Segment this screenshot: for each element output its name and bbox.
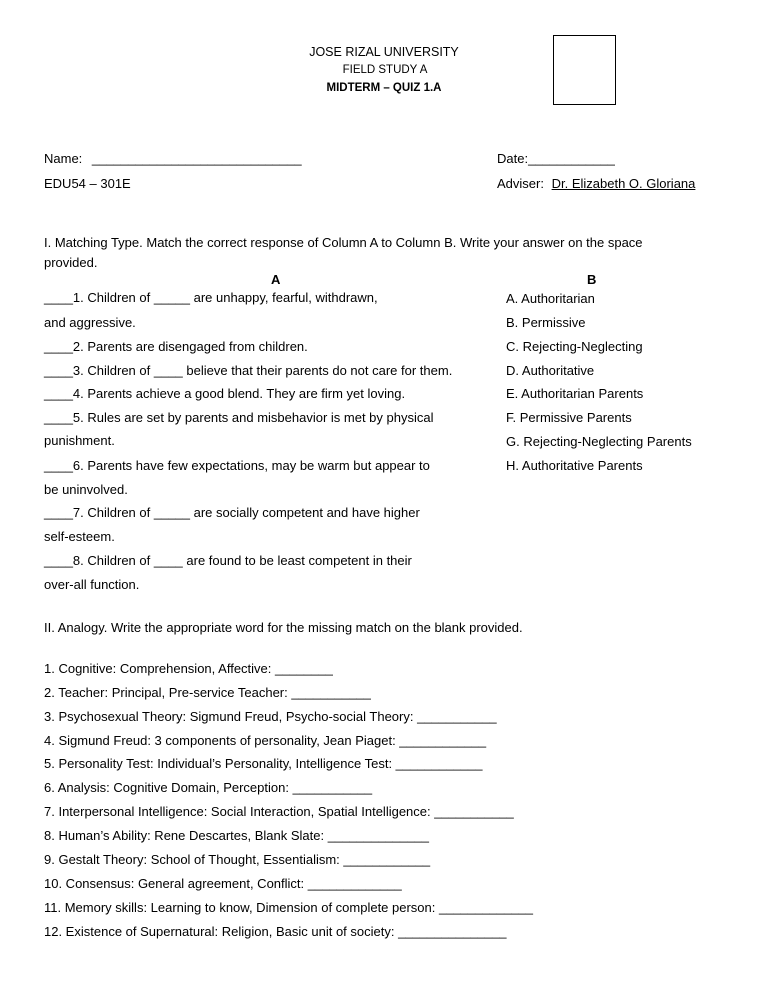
name-blank[interactable]: _____________________________	[91, 151, 302, 166]
section-code: EDU54 – 301E	[44, 176, 131, 191]
university-name: JOSE RIZAL UNIVERSITY	[309, 45, 459, 59]
column-a-heading: A	[271, 272, 281, 287]
date-label: Date:	[497, 151, 529, 166]
column-a-line: ____3. Children of ____ believe that their parents do not care for them.	[44, 363, 453, 378]
part1-instruction-line1: I. Matching Type. Match the correct response of Column A to Column B. Write your answer on the space	[44, 235, 643, 250]
column-a-line: ____5. Rules are set by parents and misbehavior is met by physical	[44, 410, 434, 425]
analogy-item: 2. Teacher: Principal, Pre-service Teacher: ___________	[44, 685, 371, 700]
analogy-item: 1. Cognitive: Comprehension, Affective: ________	[44, 661, 333, 676]
column-a-line: ____4. Parents achieve a good blend. They are firm yet loving.	[44, 386, 406, 401]
analogy-item: 6. Analysis: Cognitive Domain, Perception: ___________	[44, 780, 373, 795]
analogy-item: 12. Existence of Supernatural: Religion, Basic unit of society: _______________	[44, 924, 507, 939]
column-b-item: B. Permissive	[506, 315, 586, 330]
part1-instruction-line2: provided.	[44, 255, 98, 270]
column-a-line: ____1. Children of _____ are unhappy, fearful, withdrawn,	[44, 290, 378, 305]
quiz-title: MIDTERM – QUIZ 1.A	[326, 82, 442, 94]
analogy-item: 10. Consensus: General agreement, Conflict: _____________	[44, 876, 402, 891]
analogy-item: 3. Psychosexual Theory: Sigmund Freud, Psycho-social Theory: ___________	[44, 709, 497, 724]
column-b-item: F. Permissive Parents	[506, 410, 632, 425]
date-blank[interactable]: ____________	[528, 151, 615, 166]
photo-box	[553, 35, 616, 105]
column-a-line: ____6. Parents have few expectations, may be warm but appear to	[44, 458, 430, 473]
column-a-line: ____2. Parents are disengaged from children.	[44, 339, 308, 354]
analogy-item: 4. Sigmund Freud: 3 components of personality, Jean Piaget: ____________	[44, 733, 487, 748]
column-b-item: G. Rejecting-Neglecting Parents	[506, 434, 692, 449]
adviser-row	[497, 176, 695, 191]
analogy-item: 9. Gestalt Theory: School of Thought, Essentialism: ____________	[44, 852, 431, 867]
column-a-line: ____8. Children of ____ are found to be least competent in their	[44, 553, 412, 568]
analogy-item: 8. Human’s Ability: Rene Descartes, Blank Slate: ______________	[44, 828, 429, 843]
column-b-item: C. Rejecting-Neglecting	[506, 339, 643, 354]
date-row	[497, 151, 615, 166]
part2-instruction: II. Analogy. Write the appropriate word for the missing match on the blank provided.	[44, 620, 523, 635]
name-label: Name:	[44, 151, 83, 166]
name-row	[44, 151, 302, 166]
analogy-item: 5. Personality Test: Individual’s Personality, Intelligence Test: ____________	[44, 756, 483, 771]
analogy-item: 11. Memory skills: Learning to know, Dimension of complete person: _____________	[44, 900, 533, 915]
column-b-item: E. Authoritarian Parents	[506, 386, 644, 401]
column-a-line: and aggressive.	[44, 315, 136, 330]
column-a-line: punishment.	[44, 433, 115, 448]
column-b-item: H. Authoritative Parents	[506, 458, 643, 473]
column-b-item: A. Authoritarian	[506, 291, 595, 306]
column-a-line: over-all function.	[44, 577, 140, 592]
adviser-label: Adviser:	[497, 176, 544, 191]
column-a-line: self-esteem.	[44, 529, 115, 544]
column-b-item: D. Authoritative	[506, 363, 595, 378]
column-a-line: ____7. Children of _____ are socially competent and have higher	[44, 505, 420, 520]
course-title: FIELD STUDY A	[342, 64, 428, 76]
analogy-item: 7. Interpersonal Intelligence: Social Interaction, Spatial Intelligence: ___________	[44, 804, 514, 819]
column-a-line: be uninvolved.	[44, 482, 128, 497]
column-b-heading: B	[587, 272, 597, 287]
adviser-name: Dr. Elizabeth O. Gloriana	[551, 176, 696, 191]
